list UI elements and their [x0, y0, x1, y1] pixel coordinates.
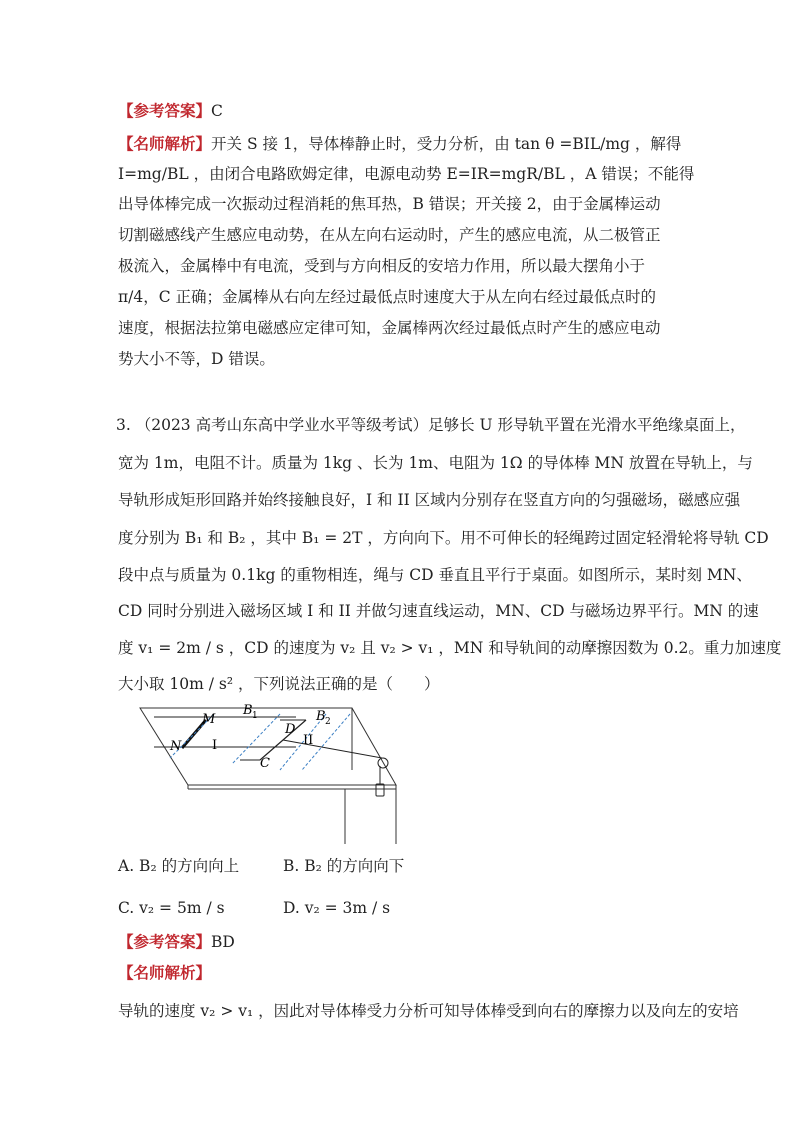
question-3-line-8: 大小取 10m / s² ，下列说法正确的是（ ）: [118, 675, 440, 693]
label-c: C: [260, 756, 270, 771]
field-boundary-2: [232, 714, 280, 764]
question-3-line-6: CD 同时分别进入磁场区域 I 和 II 并做匀速直线运动，MN、CD 与磁场边界平行。MN 的速: [118, 602, 759, 620]
hanging-weight: [376, 784, 384, 796]
option-a: A. B₂ 的方向向上: [118, 857, 240, 875]
label-region-ii: II: [303, 733, 314, 748]
label-b2-sub: 2: [325, 717, 331, 727]
analysis-1-line-5: 极流入，金属棒中有电流，受到与方向相反的安培力作用，所以最大摆角小于: [118, 257, 646, 275]
analysis-1-line-3: 出导体棒完成一次振动过程消耗的焦耳热，B 错误；开关接 2，由于金属棒运动: [118, 195, 661, 213]
label-d: D: [285, 722, 296, 737]
label-region-i: I: [212, 738, 218, 753]
answer-value: C: [211, 102, 223, 120]
analysis-1-line-2: I=mg/BL ，由闭合电路欧姆定律，电源电动势 E=IR=mgR/BL ，A 错误；不能得: [118, 165, 695, 183]
analysis-2-heading: [118, 962, 211, 984]
question-3-line-1: 3. （2023 高考山东高中学业水平等级考试）足够长 U 形导轨平置在光滑水平绝缘桌面上，: [116, 416, 746, 434]
question-3-line-3: 导轨形成矩形回路并始终接触良好，I 和 II 区域内分别存在竖直方向的匀强磁场，磁感应强: [118, 491, 741, 509]
option-d: D. v₂ = 3m / s: [283, 899, 391, 917]
analysis-1-line-8: 势大小不等，D 错误。: [118, 350, 275, 368]
question-3-line-5: 段中点与质量为 0.1kg 的重物相连，绳与 CD 垂直且平行于桌面。如图所示，某时刻 MN、: [118, 566, 752, 584]
analysis-1-line-1: [118, 133, 681, 155]
label-n: N: [170, 739, 182, 754]
question-3-line-4: 度分别为 B₁ 和 B₂ ，其中 B₁ = 2T ，方向向下。用不可伸长的轻绳跨过固定轻滑轮将导轨 CD: [118, 529, 769, 547]
rail-diagram: [120, 700, 420, 850]
analysis-text: 开关 S 接 1，导体棒静止时，受力分析，由 tan θ =BIL/mg ，解得: [211, 135, 682, 153]
reference-answer-2: [118, 931, 235, 953]
label-b2: B: [316, 709, 326, 724]
reference-answer-1: [118, 100, 223, 122]
option-b: B. B₂ 的方向向下: [283, 857, 405, 875]
label-b1: B: [243, 703, 253, 718]
analysis-1-line-4: 切割磁感线产生感应电动势，在从左向右运动时，产生的感应电流，从二极管正: [118, 226, 661, 244]
analysis-1-line-7: 速度，根据法拉第电磁感应定律可知，金属棒两次经过最低点时产生的感应电动: [118, 319, 661, 337]
rope: [283, 740, 382, 758]
label-b1-sub: 1: [252, 711, 258, 721]
analysis-2-line-1: 导轨的速度 v₂ > v₁ ，因此对导体棒受力分析可知导体棒受到向右的摩擦力以及向左的安培: [118, 1002, 739, 1020]
analysis-1-line-6: π/4，C 正确；金属棒从右向左经过最低点时速度大于从左向右经过最低点时的: [118, 288, 657, 306]
analysis-tag: 【名师解析】: [118, 135, 212, 153]
analysis-tag: 【名师解析】: [118, 964, 212, 982]
answer-value: BD: [211, 933, 235, 951]
label-m: M: [202, 712, 216, 727]
answer-tag: 【参考答案】: [118, 933, 212, 951]
question-3-line-7: 度 v₁ = 2m / s ，CD 的速度为 v₂ 且 v₂ > v₁ ，MN 和导轨间的动摩擦因数为 0.2。重力加速度: [118, 639, 782, 657]
answer-tag: 【参考答案】: [118, 102, 212, 120]
question-3-line-2: 宽为 1m，电阻不计。质量为 1kg 、长为 1m、电阻为 1Ω 的导体棒 MN 放置在导轨上，与: [118, 454, 753, 472]
option-c: C. v₂ = 5m / s: [118, 899, 225, 917]
